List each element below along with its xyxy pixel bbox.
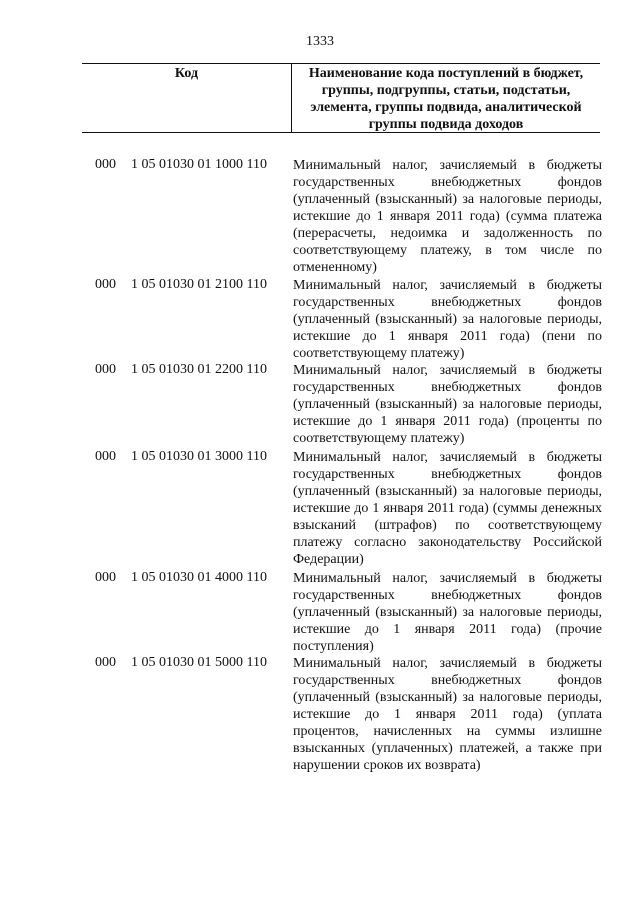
row-admin-code: 000 (95, 362, 116, 377)
row-budget-code: 1 05 01030 01 2100 110 (131, 277, 267, 292)
row-admin-code: 000 (95, 157, 116, 172)
row-admin-code: 000 (95, 655, 116, 670)
row-budget-code: 1 05 01030 01 2200 110 (131, 362, 267, 377)
row-admin-code: 000 (95, 277, 116, 292)
row-description: Минимальный налог, зачисляемый в бюджеты государственных внебюджетных фондов (уплаченный (взысканный) за налоговые периоды, истекшие до 1 января 2011 года) (суммы денежных взысканий (штрафов) по соответствующему платежу согласно законодательству Российской Федерации) (293, 450, 602, 567)
table-header (82, 63, 600, 133)
row-description: Минимальный налог, зачисляемый в бюджеты государственных внебюджетных фондов (уплаченный (взысканный) за налоговые периоды, истекшие до 1 января 2011 года) (прочие поступления) (293, 571, 602, 654)
row-admin-code: 000 (95, 449, 116, 464)
row-budget-code: 1 05 01030 01 1000 110 (131, 157, 267, 172)
row-admin-code: 000 (95, 570, 116, 585)
row-description: Минимальный налог, зачисляемый в бюджеты государственных внебюджетных фондов (уплаченный (взысканный) за налоговые периоды, истекшие до 1 января 2011 года) (сумма платежа (перерасчеты, недоимка и задолженность по соответствующему платежу, в том числе по отмененному) (293, 158, 602, 275)
header-name: Наименование кода поступлений в бюджет, группы, подгруппы, статьи, подстатьи, элемента, группы подвида, аналитической группы подвида доходов (308, 66, 584, 132)
page-number: 1333 (306, 34, 334, 49)
row-budget-code: 1 05 01030 01 3000 110 (131, 449, 267, 464)
row-budget-code: 1 05 01030 01 5000 110 (131, 655, 267, 670)
row-description: Минимальный налог, зачисляемый в бюджеты государственных внебюджетных фондов (уплаченный (взысканный) за налоговые периоды, истекшие до 1 января 2011 года) (уплата процентов, начисленных на суммы излишне взысканных (уплаченных) платежей, а также при нарушении сроков их возврата) (293, 656, 602, 773)
row-budget-code: 1 05 01030 01 4000 110 (131, 570, 267, 585)
header-code: Код (82, 64, 292, 132)
row-description: Минимальный налог, зачисляемый в бюджеты государственных внебюджетных фондов (уплаченный (взысканный) за налоговые периоды, истекшие до 1 января 2011 года) (пени по соответствующему платежу) (293, 278, 602, 361)
row-description: Минимальный налог, зачисляемый в бюджеты государственных внебюджетных фондов (уплаченный (взысканный) за налоговые периоды, истекшие до 1 января 2011 года) (проценты по соответствующему платежу) (293, 363, 602, 446)
